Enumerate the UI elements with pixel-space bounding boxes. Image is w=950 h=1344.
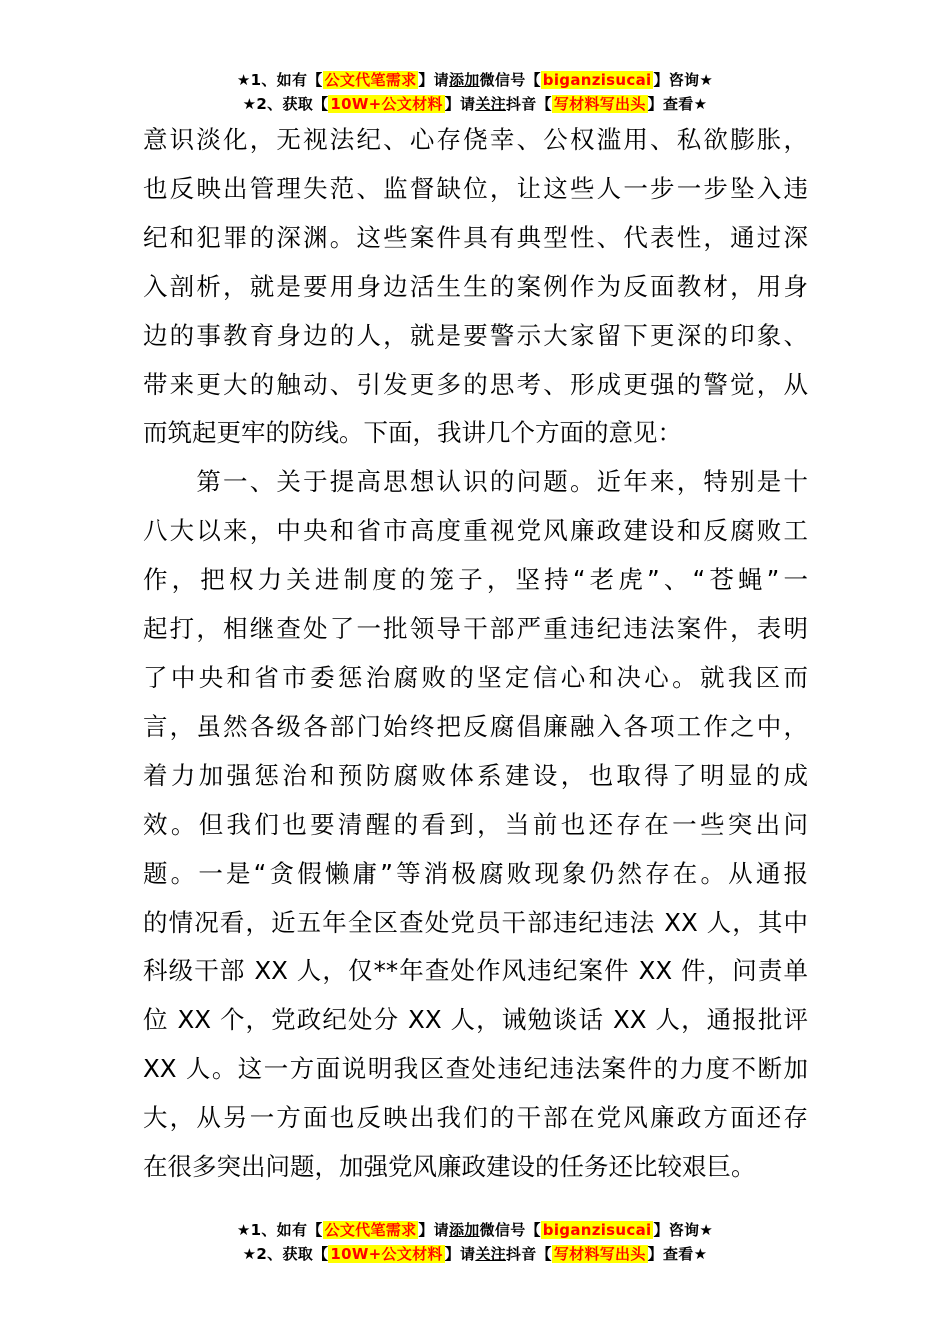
- highlight-service: 公文代笔需求: [324, 71, 417, 89]
- body-line: 的情况看，近五年全区查处党员干部违纪违法 XX 人，其中: [143, 907, 808, 937]
- body-line: 大，从另一方面也反映出我们的干部在党风廉政方面还存: [143, 1103, 808, 1133]
- highlight-douyin: 写材料写出头: [553, 1245, 646, 1263]
- highlight-materials: 10W+公文材料: [330, 95, 443, 113]
- highlight-wechat-id: biganzisucai: [542, 1221, 652, 1239]
- body-line: 而筑起更牢的防线。下面，我讲几个方面的意见：: [143, 418, 682, 448]
- body-line: 第一、关于提高思想认识的问题。近年来，特别是十: [143, 467, 808, 497]
- banner-line-1: ★1、如有【 公文代笔需求 】请添加微信号【 biganzisucai 】咨询★: [236, 71, 714, 89]
- highlight-douyin: 写材料写出头: [553, 95, 646, 113]
- banner-line-2: ★2、获取【 10W+公文材料 】请关注抖音【 写材料写出头 】查看★: [242, 95, 708, 113]
- body-line: 题。一是“贪假懒庸”等消极腐败现象仍然存在。从通报: [143, 858, 808, 888]
- body-line: 着力加强惩治和预防腐败体系建设，也取得了明显的成: [143, 760, 808, 790]
- highlight-wechat-id: biganzisucai: [542, 71, 652, 89]
- body-line: 位 XX 个，党政纪处分 XX 人，诫勉谈话 XX 人，通报批评: [143, 1005, 808, 1035]
- body-line: 起打，相继查处了一批领导干部严重违纪违法案件，表明: [143, 614, 808, 644]
- highlight-service: 公文代笔需求: [324, 1221, 417, 1239]
- body-line: 也反映出管理失范、监督缺位，让这些人一步一步坠入违: [143, 173, 808, 203]
- banner-line-1: ★1、如有【 公文代笔需求 】请添加微信号【 biganzisucai 】咨询★: [236, 1221, 714, 1239]
- highlight-materials: 10W+公文材料: [330, 1245, 443, 1263]
- body-line: 带来更大的触动、引发更多的思考、形成更强的警觉，从: [143, 369, 808, 399]
- document-body: [143, 116, 808, 1192]
- body-line: 在很多突出问题，加强党风廉政建设的任务还比较艰巨。: [143, 1152, 756, 1182]
- body-line: 意识淡化，无视法纪、心存侥幸、公权滥用、私欲膨胀，: [143, 125, 808, 154]
- body-line: 了中央和省市委惩治腐败的坚定信心和决心。就我区而: [143, 662, 808, 692]
- body-line: 科级干部 XX 人，仅**年查处作风违纪案件 XX 件，问责单: [143, 956, 808, 986]
- body-line: 作，把权力关进制度的笼子，坚持“老虎”、“苍蝇”一: [143, 565, 808, 595]
- body-line: 言，虽然各级各部门始终把反腐倡廉融入各项工作之中，: [143, 711, 808, 741]
- banner-line-2: ★2、获取【 10W+公文材料 】请关注抖音【 写材料写出头 】查看★: [242, 1245, 708, 1263]
- body-line: XX 人。这一方面说明我区查处违纪违法案件的力度不断加: [143, 1054, 808, 1084]
- body-line: 边的事教育身边的人，就是要警示大家留下更深的印象、: [143, 320, 808, 350]
- body-line: 入剖析，就是要用身边活生生的案例作为反面教材，用身: [143, 271, 808, 301]
- body-line: 纪和犯罪的深渊。这些案件具有典型性、代表性，通过深: [143, 222, 808, 252]
- header-banner: [0, 68, 950, 116]
- footer-banner: [0, 1218, 950, 1266]
- body-line: 效。但我们也要清醒的看到，当前也还存在一些突出问: [143, 809, 808, 839]
- body-line: 八大以来，中央和省市高度重视党风廉政建设和反腐败工: [143, 516, 808, 546]
